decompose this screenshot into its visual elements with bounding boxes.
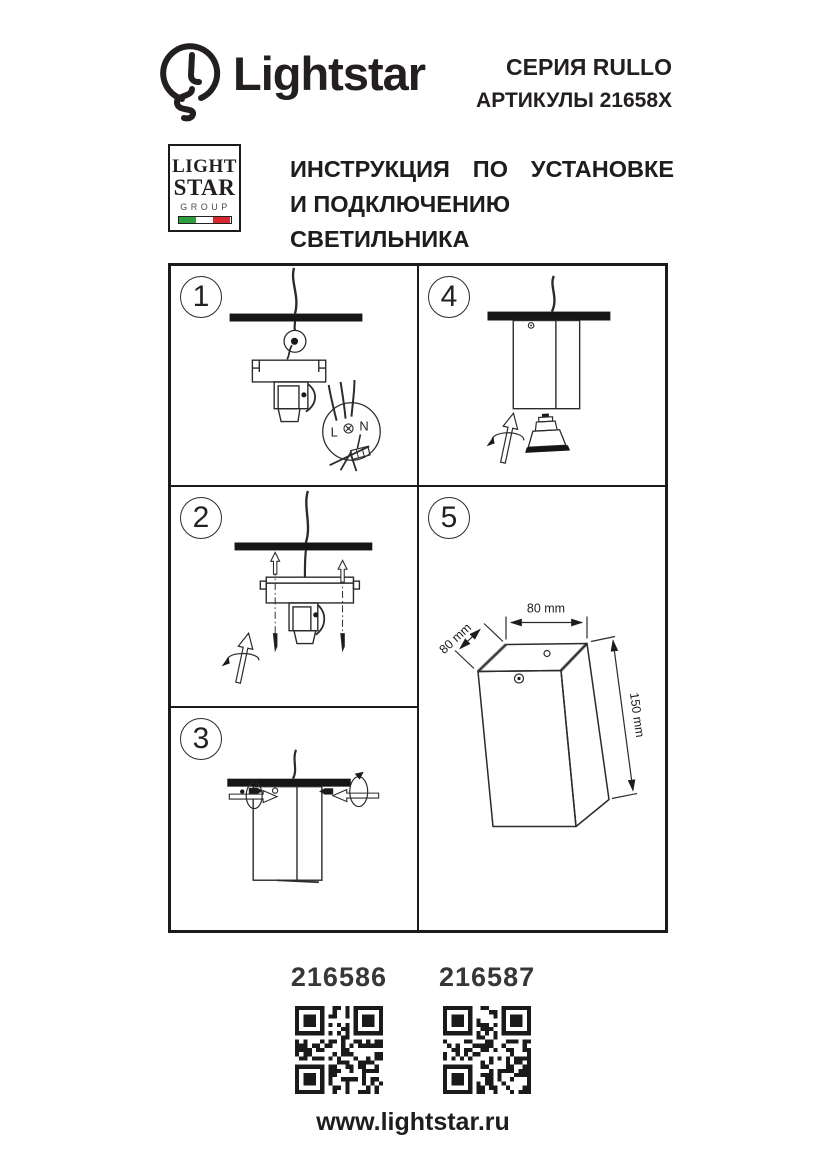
- qr-code: [295, 1006, 383, 1094]
- step-number-badge: 3: [180, 718, 222, 760]
- mounting-bracket: [252, 360, 325, 382]
- article-number: 216587: [439, 962, 536, 992]
- screw: [341, 634, 345, 651]
- step-number-badge: 2: [180, 497, 222, 539]
- website-url: www.lightstar.ru: [316, 1108, 510, 1136]
- step-number-badge: 4: [428, 276, 470, 318]
- screw: [273, 634, 277, 651]
- product-216587: [439, 962, 535, 1094]
- ceiling: [487, 312, 610, 321]
- lightstar-group-logo: [168, 144, 241, 232]
- fixture-body: [513, 321, 579, 409]
- step-number-badge: 5: [428, 497, 470, 539]
- step-1-panel: [171, 266, 417, 487]
- label-neutral: N: [359, 418, 369, 434]
- rotation-arrow: [487, 412, 524, 465]
- brand-wordmark: Lightstar: [233, 47, 426, 100]
- dim-height-label: 150 mm: [626, 691, 648, 739]
- article-number: 216586: [290, 962, 387, 992]
- italian-flag-stripe: [178, 216, 232, 224]
- label-live: L: [330, 424, 338, 440]
- instruction-grid: [168, 263, 668, 933]
- step-5-diagram: [419, 487, 665, 930]
- mains-wire: [293, 268, 296, 314]
- series-name: СЕРИЯ RULLO: [506, 54, 672, 80]
- document-title: [290, 152, 674, 257]
- mains-wire: [293, 750, 296, 779]
- dim-width-label: 80 mm: [526, 601, 566, 616]
- title-line-2: И ПОДКЛЮЧЕНИЮ СВЕТИЛЬНИКА: [290, 191, 511, 252]
- product-216586: [291, 962, 387, 1094]
- mains-wire: [552, 276, 555, 312]
- series-info: [476, 50, 672, 116]
- gu10-lamp: [523, 412, 570, 452]
- dim-depth-label: 80 mm: [436, 620, 475, 657]
- step-number-badge: 1: [180, 276, 222, 318]
- article-numbers: АРТИКУЛЫ 21658X: [476, 88, 672, 112]
- left-arrow: [333, 790, 379, 802]
- ceiling: [227, 779, 350, 787]
- ceiling: [230, 314, 363, 322]
- step-4-panel: [419, 266, 665, 487]
- ceiling: [235, 542, 373, 550]
- up-arrow: [338, 560, 347, 582]
- lsg-group: GROUP: [180, 201, 231, 212]
- mounting-hole: [544, 651, 550, 657]
- step-5-panel: [419, 487, 665, 930]
- lsg-light: LIGHT: [172, 155, 237, 177]
- screw: [249, 788, 262, 794]
- step-3-panel: [171, 708, 417, 930]
- box-side-face: [561, 644, 609, 827]
- rotation-arrow: [222, 632, 259, 685]
- product-qr-section: [0, 962, 826, 1094]
- mains-wire: [306, 491, 308, 543]
- qr-code: [443, 1006, 531, 1094]
- step-2-panel: [171, 487, 417, 708]
- box-front-face: [478, 671, 576, 827]
- up-arrow: [271, 552, 280, 574]
- lsg-star: STAR: [173, 174, 236, 200]
- title-line-1: ИНСТРУКЦИЯ ПО УСТАНОВКЕ: [290, 156, 674, 182]
- rotation-ellipse: [350, 777, 368, 807]
- lightstar-bulb-icon: [156, 37, 230, 123]
